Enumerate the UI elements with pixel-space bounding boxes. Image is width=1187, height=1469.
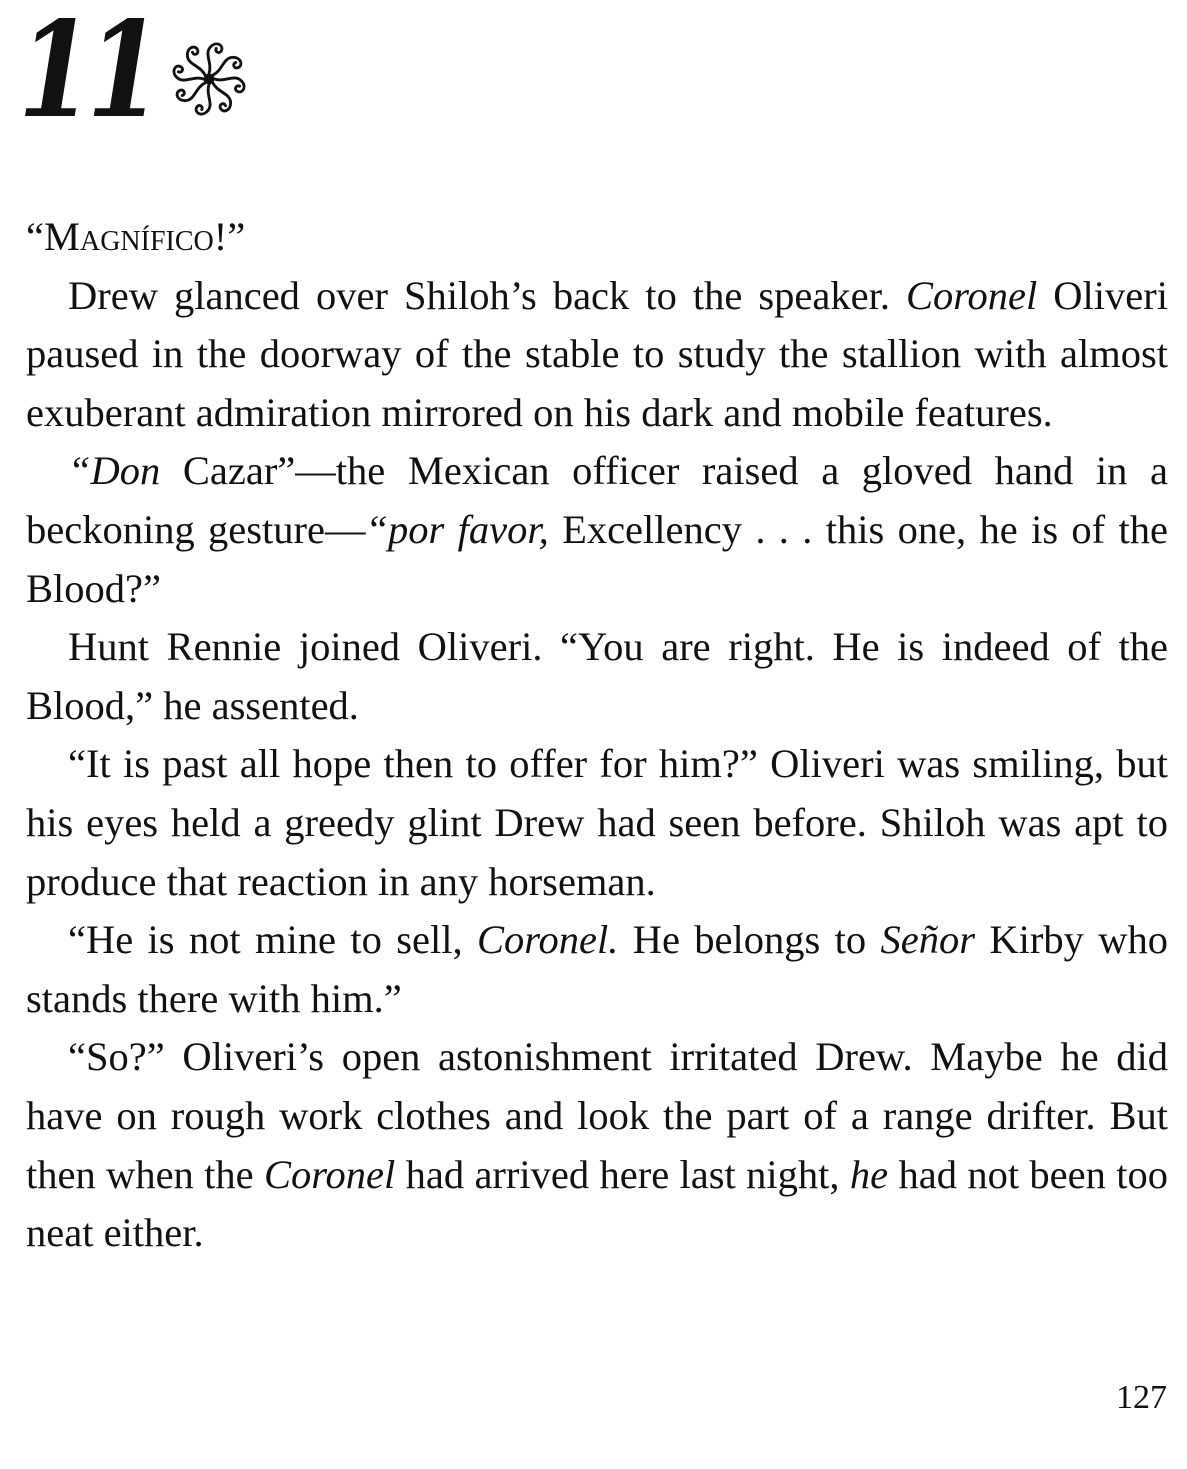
paragraph-text: had not been too neat either. [26,1151,1168,1256]
opening-quote-open: “ [26,214,44,259]
paragraph-text: Kirby who stands there with him.” [26,917,1168,1021]
opening-word: Magnífico [43,214,214,259]
paragraph-text: Cazar”—the Mexican officer raised a gloved hand in a beckoning gesture— [26,448,1168,552]
chapter-number: 11 [18,0,156,148]
body-paragraph [26,1028,1168,1262]
body-paragraph [26,267,1168,443]
opening-exclamation [26,208,1168,267]
paragraph-text: Oliveri paused in the doorway of the stable to study the stallion with almost exuberant admiration mirrored on his dark and mobile features. [26,272,1169,435]
paragraph-text: “It is past all hope then to offer for him?” Oliveri was smiling, but his eyes held a greedy glint Drew had seen before. Shiloh was apt to produce that reaction in any horseman. [26,741,1168,904]
italic-text: “por favor, [365,506,549,552]
italic-text: Señor [880,917,976,963]
italic-text: Coronel [906,272,1038,318]
italic-text: “Don [68,448,161,494]
paragraph-text: had arrived here last night, [395,1151,850,1197]
italic-text: Coronel. [476,917,619,963]
paragraph-text: Drew glanced over Shiloh’s back to the speaker. [68,272,906,318]
chapter-heading [18,0,254,148]
paragraph-text: Excellency . . . this one, he is of the Blood?” [26,506,1168,611]
italic-text: Coronel [264,1151,396,1197]
paragraph-text: Hunt Rennie joined Oliveri. “You are right. He is indeed of the Blood,” he assented. [26,624,1168,728]
paragraph-list [26,267,1168,1263]
body-paragraph [26,442,1168,618]
italic-text: he [849,1151,889,1197]
paragraph-text: “So?” Oliveri’s open astonishment irritated Drew. Maybe he did have on rough work clothes and look the part of a range drifter. But then when the [26,1034,1168,1197]
page-number: 127 [1116,1379,1167,1416]
body-paragraph [26,735,1168,911]
paragraph-text: He belongs to [618,917,881,963]
body-paragraph [26,911,1168,1028]
paragraph-text: “He is not mine to sell, [68,917,477,963]
body-paragraph [26,618,1168,735]
opening-quote-close: !” [213,214,246,259]
pinwheel-flower-icon [164,34,254,124]
chapter-body-text [26,208,1168,1263]
